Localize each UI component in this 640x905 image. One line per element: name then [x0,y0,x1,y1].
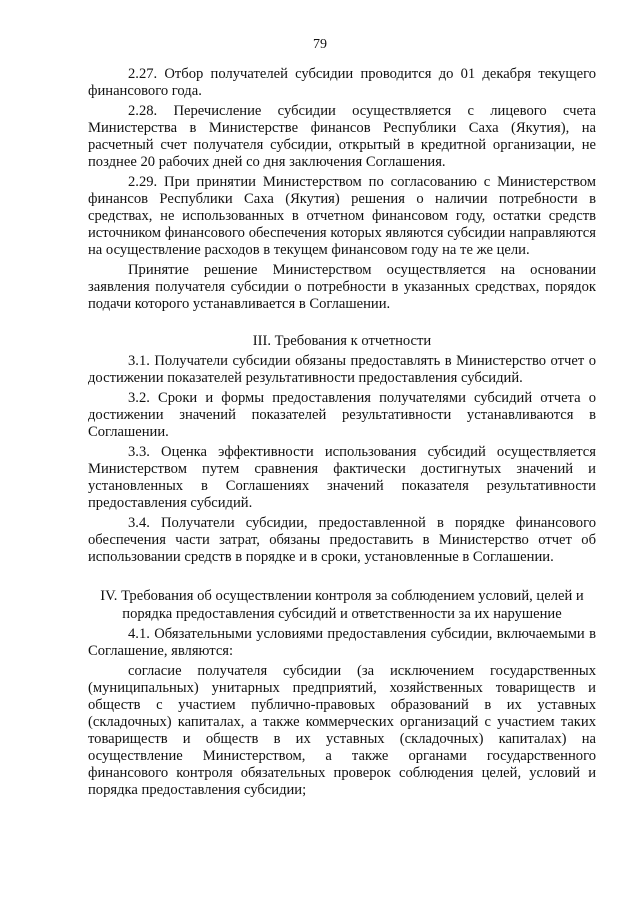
paragraph-2-27: 2.27. Отбор получателей субсидии проводится до 01 декабря текущего финансового года. [88,66,596,99]
document-body [88,66,596,802]
paragraph-4-1: 4.1. Обязательными условиями предоставления субсидии, включаемыми в Соглашение, являются: [88,626,596,659]
paragraph-3-4: 3.4. Получатели субсидии, предоставленной в порядке финансового обеспечения части затрат, обязаны предоставить в Министерство отчет об использовании средств в порядке и в сроки, установленные в Соглашении. [88,515,596,565]
paragraph-3-3: 3.3. Оценка эффективности использования субсидий осуществляется Министерством путем сравнения фактически достигнутых значений и установленных в Соглашениях значений показателя результативности предоставления субсидий. [88,444,596,511]
paragraph-consent: согласие получателя субсидии (за исключением государственных (муниципальных) унитарных предприятий, хозяйственных товариществ и обществ с участием публично-правовых образований в их уставных (складочных) капиталах, а также коммерческих организаций с участием таких товариществ и обществ в их уставных (складочных) капиталах) на осуществление Министерством, а также органами государственного финансового контроля обязательных проверок соблюдения целей, условий и порядка предоставления субсидии; [88,663,596,798]
paragraph-2-28: 2.28. Перечисление субсидии осуществляется с лицевого счета Министерства в Министерстве финансов Республики Саха (Якутия), на расчетный счет получателя субсидии, открытый в кредитной организации, не позднее 20 рабочих дней со дня заключения Соглашения. [88,103,596,170]
section-4-heading: IV. Требования об осуществлении контроля за соблюдением условий, целей и порядка предоставления субсидий и ответственности за их нарушение [100,588,584,622]
paragraph-decision: Принятие решение Министерством осуществляется на основании заявления получателя субсидии о потребности в указанных средствах, порядок подачи которого устанавливается в Соглашении. [88,262,596,312]
paragraph-2-29: 2.29. При принятии Министерством по согласованию с Министерством финансов Республики Саха (Якутия) решения о наличии потребности в средствах, не использованных в отчетном финансовом году, остатки средств источником финансового обеспечения которых являются субсидии направляются на осуществление расходов в текущем финансовом году на те же цели. [88,174,596,258]
page-number: 79 [313,37,327,52]
paragraph-3-1: 3.1. Получатели субсидии обязаны предоставлять в Министерство отчет о достижении показателей результативности предоставления субсидий. [88,353,596,386]
section-3-heading: III. Требования к отчетности [252,333,432,349]
paragraph-3-2: 3.2. Сроки и формы предоставления получателями субсидий отчета о достижении значений показателей результативности устанавливаются в Соглашении. [88,390,596,440]
